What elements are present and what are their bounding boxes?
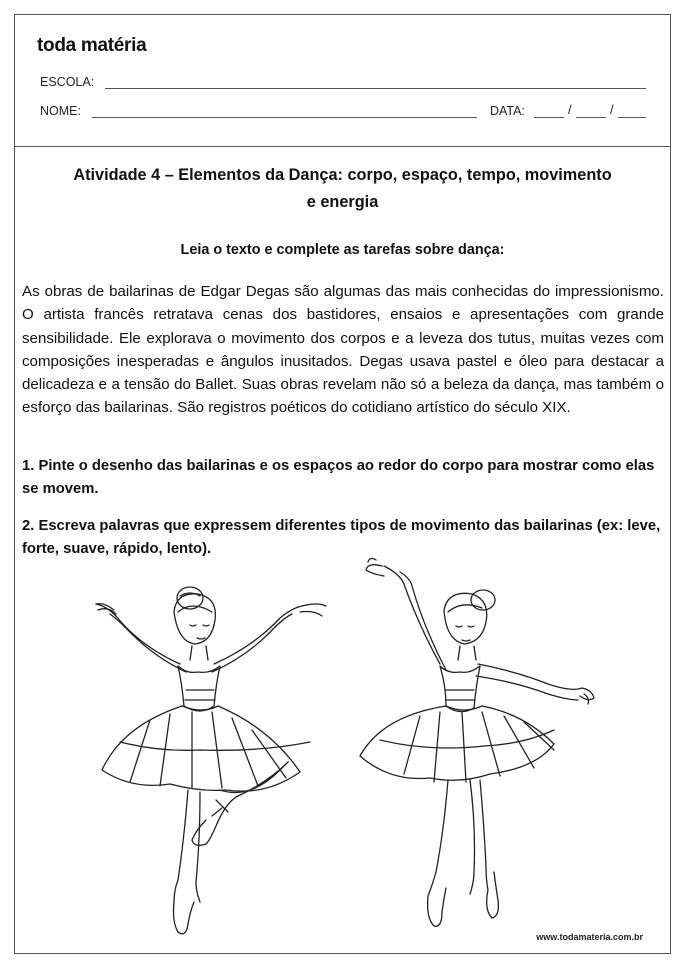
name-label: NOME: <box>40 104 81 118</box>
school-label: ESCOLA: <box>40 75 95 89</box>
date-label: DATA: <box>490 104 525 118</box>
activity-title: Atividade 4 – Elementos da Dança: corpo, espaço, tempo, movimento e energia <box>73 166 612 211</box>
date-separator: / <box>610 102 614 117</box>
ballerina-pose-one-icon <box>96 587 326 934</box>
footer-url[interactable]: www.todamateria.com.br <box>536 932 643 942</box>
activity-subtitle: Leia o texto e complete as tarefas sobre dança: <box>180 242 505 258</box>
task-1: 1. Pinte o desenho das bailarinas e os espaços ao redor do corpo para mostrar como elas se movem. <box>22 458 655 497</box>
brand-logo: toda matéria <box>37 35 147 56</box>
date-separator: / <box>568 102 572 117</box>
ballerina-arabesque-icon <box>360 558 594 926</box>
task-2: 2. Escreva palavras que expressem diferentes tipos de movimento das bailarinas (ex: leve, forte, suave, rápido, lento). <box>22 518 661 557</box>
reading-text: As obras de bailarinas de Edgar Degas são algumas das mais conhecidas do impressionismo. O artista francês retratava cenas dos bastidores, ensaios e apresentações com grande sensibilidade. Ele explorava o movimento dos corpos e a leveza dos tutus, muitas vezes com composições inesperadas e ângulos inusitados. Degas usava pastel e óleo para destacar a delicadeza e a tensão do Ballet. Suas obras revelam não só a beleza da dança, mas também o esforço das bailarinas. São registros poéticos do cotidiano artístico do século XIX. <box>22 283 664 417</box>
